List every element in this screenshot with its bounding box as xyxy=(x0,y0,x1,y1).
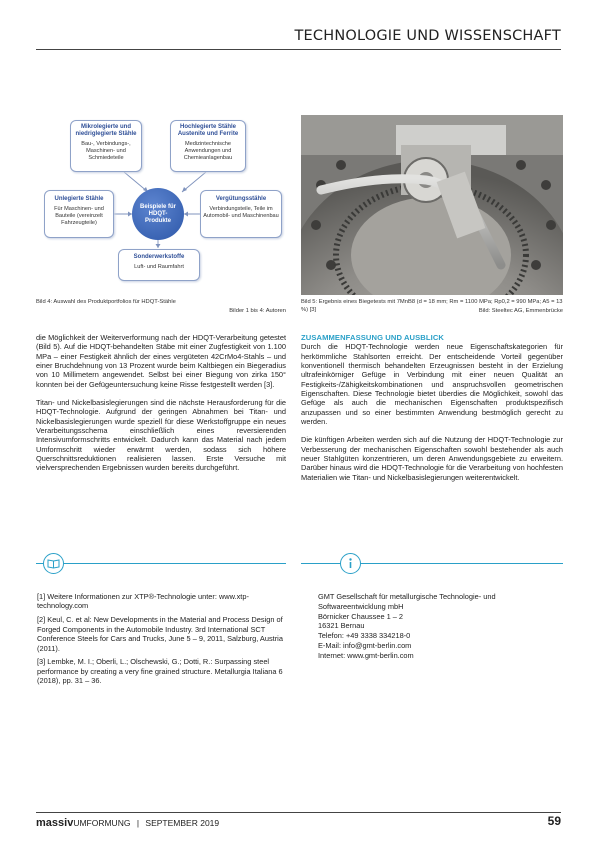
bending-machine-image xyxy=(301,115,563,295)
figure-5-credit: Bild: Steeltec AG, Emmenbrücke xyxy=(478,308,563,314)
contact-website[interactable]: Internet: www.gmt-berlin.com xyxy=(318,650,414,660)
brand-massiv: massiv xyxy=(36,817,74,829)
contact-phone: Telefon: +49 3338 334218-0 xyxy=(318,631,411,641)
diagram-box-unalloyed xyxy=(44,190,114,238)
footer xyxy=(36,817,219,829)
references xyxy=(37,592,283,690)
page-number: 59 xyxy=(547,814,561,828)
diagram-box-high-alloy xyxy=(170,120,246,172)
section-title: TECHNOLOGIE UND WISSENSCHAFT xyxy=(294,28,561,44)
diagram-center xyxy=(132,188,184,240)
body-paragraph: Die künftigen Arbeiten werden sich auf die Nutzung der HDQT-Technologie zur Verbesserung der mechanischen Eigenschaften sowohl bestehender als auch neuer Stahlgüten konzentrieren, um deren Anwendungsgebiete zu erweitern. Darüber hinaus wird die HDQT-Technologie für die Verarbeitung von hochfesten Materialien wie Titan- und Nickelbasislegierungen weiterentwickelt. xyxy=(301,435,563,482)
figure-4-caption: Bild 4: Auswahl des Produktportfolios für HDQT-Stähle xyxy=(36,299,176,305)
center-label: Beispiele für HDQT-Produkte xyxy=(139,203,176,224)
left-column xyxy=(36,333,286,482)
box-title: Sonderwerkstoffe xyxy=(133,254,185,260)
contact-info xyxy=(318,592,558,661)
box-desc: Verbindungsteile, Teile im Automobil- und Maschinenbau xyxy=(203,206,279,219)
bending-test-photo xyxy=(301,115,563,295)
body-paragraph: Durch die HDQT-Technologie werden neue Eigenschaftskategorien für herkömmliche Stahlsorten erreicht. Der entscheidende Vorteil gegenüber konventionell thermisch behandelten Erzeugnissen besteht in der Erzielung ultrafeinkörniger Gefüge in Verbindung mit einer neuen Qualität an Festigkeits-/Zähigkeitskombinationen und anspruchsvollen geometrischen Eigenschaften. Diese Technologie bietet überdies die Möglichkeit, sowohl das Gefüge als auch die mechanischen Eigenschaften produktspezifisch anzupassen und so einer bestimmten Anwendung bestmöglich gerecht zu werden. xyxy=(301,342,563,427)
footer-separator: | xyxy=(136,818,140,828)
product-portfolio-diagram xyxy=(44,120,286,295)
footer-rule xyxy=(36,812,561,813)
header-rule xyxy=(36,49,561,50)
box-desc: Bau-, Verbindungs-, Maschinen- und Schmiedeteile xyxy=(81,141,131,161)
figure-5-caption: Bild 5: Ergebnis eines Biegetests mit 7MnB8 (d = 18 mm; Rm = 1100 MPa; Rp0,2 = 990 MPa; A5 = 13 %) [3] xyxy=(301,299,563,313)
box-title: Hochlegierte Stähle Austenite und Ferrite xyxy=(177,124,239,137)
diagram-box-quench-temper xyxy=(200,190,282,238)
diagram-box-microalloyed xyxy=(70,120,142,172)
references-rule xyxy=(36,563,286,564)
contact-company: GMT Gesellschaft für metallurgische Technologie- und Softwareentwicklung mbH xyxy=(318,592,496,611)
box-desc: Medizintechnische Anwendungen und Chemieanlagenbau xyxy=(183,141,233,161)
box-desc: Für Maschinen- und Bauteile (vereinzelt Fahrzeugteile) xyxy=(54,206,104,226)
figure-4-credit: Bilder 1 bis 4: Autoren xyxy=(229,308,286,314)
contact-city: 16321 Bernau xyxy=(318,621,365,631)
reference-item: [1] Weitere Informationen zur XTP®-Technologie unter: www.xtp-technology.com xyxy=(37,592,249,611)
footer-issue: SEPTEMBER 2019 xyxy=(145,818,220,828)
brand-umformung: UMFORMUNG xyxy=(73,818,131,828)
box-title: Mikrolegierte und niedriglegierte Stähle xyxy=(75,124,137,137)
body-paragraph: Titan- und Nickelbasislegierungen sind die nächste Herausforderung für die HDQT-Technologie. Aufgrund der geringen Abnahmen bei Titan- und Nickelbasislegierungen wurde speziell für diese Werkstoffgruppe ein neues Verarbeitungsschema einschließlich eines reversierenden Intensivumformschritts entwickelt. Dadurch kann das Material nach jedem Umformschritt wieder erwärmt werden, sodass sich höhere Querschnittsreduktionen realisieren lassen. Erste Versuche mit vielversprechenden Ergebnissen wurden bereits durchgeführt. xyxy=(36,398,286,473)
diagram-box-special xyxy=(118,249,200,281)
info-icon xyxy=(340,553,361,574)
reference-item: [2] Keul, C. et al: New Developments in the Material and Process Design of Forged Components in the Automobile Industry. 3rd International SCT Conference Steels for Cars and Trucks, June 5 – 9, 2011, Salzburg, Austria (2011). xyxy=(37,615,283,653)
box-title: Vergütungsstähle xyxy=(215,196,267,202)
box-desc: Luft- und Raumfahrt xyxy=(134,264,184,270)
reference-item: [3] Lembke, M. I.; Oberli, L.; Olschewski, G.; Dotti, R.: Surpassing steel performance by creating a very fine grained structure. Metallurgia Italiana 6 (2018), pp. 31 – 36. xyxy=(37,657,283,686)
contact-email[interactable]: E-Mail: info@gmt-berlin.com xyxy=(318,640,412,650)
box-title: Unlegierte Stähle xyxy=(54,196,104,202)
open-book-icon xyxy=(43,553,64,574)
right-column xyxy=(301,333,563,491)
body-paragraph: die Möglichkeit der Weiterverformung nach der HDQT-Verarbeitung getestet (Bild 5). Auf die HDQT-behandelten Stäbe mit einer Zugfestigkeit von 1.100 MPa – einer Festigkeit ähnlich der eines vergüteten 42CrMo4-Stahls – und einer Bruchdehnung von 13 Prozent wurde beim Kaltbiegen ein Biegeradius von 10 Millimetern angewendet. Selbst bei einer Biegung von zirka 150° konnten bei der Gefügeuntersuchung keine Risse festgestellt werden [3]. xyxy=(36,333,286,389)
contact-street: Börnicker Chaussee 1 – 2 xyxy=(318,611,404,621)
section-heading: ZUSAMMENFASSUNG UND AUSBLICK xyxy=(301,333,445,342)
